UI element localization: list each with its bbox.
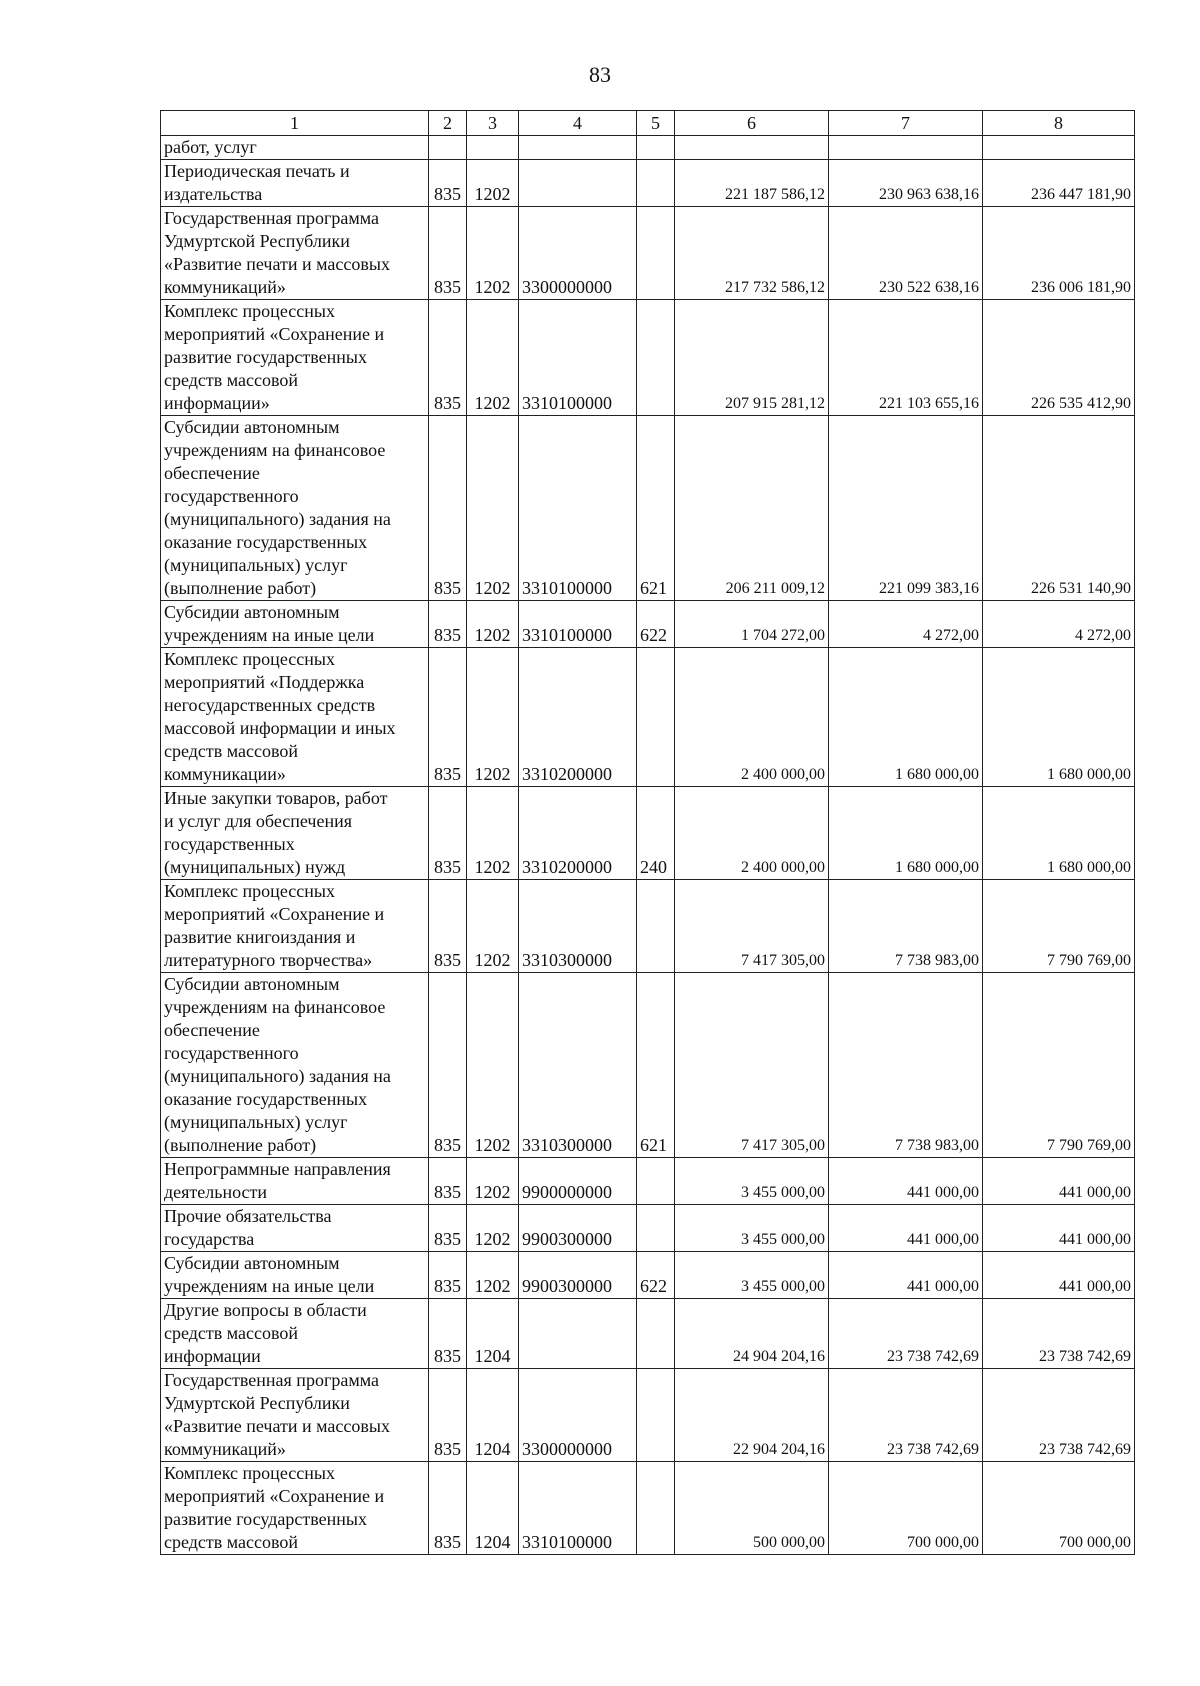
amount-col-8: 441 000,00	[983, 1158, 1135, 1205]
amount-col-6: 500 000,00	[675, 1462, 829, 1555]
table-row	[161, 207, 1135, 300]
column-header: 8	[983, 111, 1135, 136]
amount-col-7: 1 680 000,00	[829, 648, 983, 787]
column-header: 4	[519, 111, 637, 136]
ministry-code: 835	[429, 1369, 467, 1462]
section-code: 1202	[467, 601, 519, 648]
target-code: 3310100000	[519, 601, 637, 648]
amount-col-7: 441 000,00	[829, 1205, 983, 1252]
amount-col-7: 23 738 742,69	[829, 1369, 983, 1462]
row-description: работ, услуг	[161, 136, 429, 160]
section-code: 1202	[467, 1252, 519, 1299]
expense-type-code: 622	[637, 1252, 675, 1299]
expense-type-code	[637, 136, 675, 160]
table-row	[161, 416, 1135, 601]
ministry-code: 835	[429, 416, 467, 601]
page-number: 83	[589, 62, 611, 87]
amount-col-8: 1 680 000,00	[983, 787, 1135, 880]
section-code: 1202	[467, 160, 519, 207]
expense-type-code: 621	[637, 973, 675, 1158]
expense-type-code: 621	[637, 416, 675, 601]
amount-col-8: 236 447 181,90	[983, 160, 1135, 207]
target-code: 3310100000	[519, 416, 637, 601]
expense-type-code	[637, 648, 675, 787]
target-code: 3310100000	[519, 300, 637, 416]
expense-type-code	[637, 160, 675, 207]
amount-col-6: 217 732 586,12	[675, 207, 829, 300]
ministry-code: 835	[429, 1205, 467, 1252]
target-code: 9900000000	[519, 1158, 637, 1205]
row-description: Комплекс процессных мероприятий «Сохранение и развитие книгоиздания и литературного творчества»	[161, 880, 429, 973]
expense-type-code	[637, 300, 675, 416]
amount-col-7: 230 522 638,16	[829, 207, 983, 300]
table-row	[161, 1369, 1135, 1462]
expense-type-code	[637, 880, 675, 973]
section-code: 1204	[467, 1462, 519, 1555]
ministry-code: 835	[429, 1462, 467, 1555]
table-row	[161, 973, 1135, 1158]
expense-type-code	[637, 1158, 675, 1205]
ministry-code: 835	[429, 787, 467, 880]
ministry-code: 835	[429, 973, 467, 1158]
table-row	[161, 1158, 1135, 1205]
amount-col-8: 441 000,00	[983, 1205, 1135, 1252]
amount-col-6: 24 904 204,16	[675, 1299, 829, 1369]
ministry-code: 835	[429, 1158, 467, 1205]
ministry-code: 835	[429, 1252, 467, 1299]
amount-col-6: 2 400 000,00	[675, 787, 829, 880]
table-row	[161, 1462, 1135, 1555]
row-description: Прочие обязательства государства	[161, 1205, 429, 1252]
section-code: 1202	[467, 416, 519, 601]
amount-col-7: 221 103 655,16	[829, 300, 983, 416]
amount-col-7	[829, 136, 983, 160]
amount-col-6: 1 704 272,00	[675, 601, 829, 648]
column-header: 3	[467, 111, 519, 136]
section-code: 1202	[467, 207, 519, 300]
column-header: 7	[829, 111, 983, 136]
expense-type-code	[637, 1369, 675, 1462]
section-code: 1202	[467, 1158, 519, 1205]
row-description: Субсидии автономным учреждениям на иные цели	[161, 1252, 429, 1299]
amount-col-8: 700 000,00	[983, 1462, 1135, 1555]
ministry-code: 835	[429, 880, 467, 973]
table-row	[161, 1252, 1135, 1299]
expense-type-code	[637, 1205, 675, 1252]
amount-col-7: 23 738 742,69	[829, 1299, 983, 1369]
amount-col-8: 226 535 412,90	[983, 300, 1135, 416]
ministry-code	[429, 136, 467, 160]
column-header: 1	[161, 111, 429, 136]
table-row	[161, 160, 1135, 207]
amount-col-6: 207 915 281,12	[675, 300, 829, 416]
ministry-code: 835	[429, 648, 467, 787]
section-code: 1202	[467, 1205, 519, 1252]
header-row	[161, 111, 1135, 136]
amount-col-6: 7 417 305,00	[675, 973, 829, 1158]
amount-col-6: 22 904 204,16	[675, 1369, 829, 1462]
ministry-code: 835	[429, 160, 467, 207]
row-description: Государственная программа Удмуртской Республики «Развитие печати и массовых коммуникаций»	[161, 207, 429, 300]
expense-type-code	[637, 207, 675, 300]
row-description: Субсидии автономным учреждениям на иные цели	[161, 601, 429, 648]
amount-col-8: 4 272,00	[983, 601, 1135, 648]
target-code: 3310200000	[519, 648, 637, 787]
column-header: 5	[637, 111, 675, 136]
section-code: 1202	[467, 880, 519, 973]
section-code: 1202	[467, 648, 519, 787]
ministry-code: 835	[429, 207, 467, 300]
target-code: 3310300000	[519, 973, 637, 1158]
target-code	[519, 160, 637, 207]
ministry-code: 835	[429, 1299, 467, 1369]
amount-col-8: 7 790 769,00	[983, 880, 1135, 973]
row-description: Непрограммные направления деятельности	[161, 1158, 429, 1205]
target-code: 3300000000	[519, 207, 637, 300]
section-code	[467, 136, 519, 160]
amount-col-7: 4 272,00	[829, 601, 983, 648]
row-description: Другие вопросы в области средств массовой информации	[161, 1299, 429, 1369]
table-body	[161, 111, 1135, 1555]
ministry-code: 835	[429, 300, 467, 416]
table-row	[161, 300, 1135, 416]
amount-col-8: 1 680 000,00	[983, 648, 1135, 787]
target-code: 9900300000	[519, 1252, 637, 1299]
amount-col-8: 7 790 769,00	[983, 973, 1135, 1158]
amount-col-6	[675, 136, 829, 160]
amount-col-8: 441 000,00	[983, 1252, 1135, 1299]
row-description: Иные закупки товаров, работ и услуг для обеспечения государственных (муниципальных) нужд	[161, 787, 429, 880]
amount-col-6: 221 187 586,12	[675, 160, 829, 207]
table-row	[161, 787, 1135, 880]
amount-col-7: 1 680 000,00	[829, 787, 983, 880]
amount-col-7: 441 000,00	[829, 1252, 983, 1299]
section-code: 1202	[467, 787, 519, 880]
row-description: Комплекс процессных мероприятий «Поддержка негосударственных средств массовой информации и иных средств массовой коммуникации»	[161, 648, 429, 787]
row-description: Комплекс процессных мероприятий «Сохранение и развитие государственных средств массовой информации»	[161, 300, 429, 416]
row-description: Субсидии автономным учреждениям на финансовое обеспечение государственного (муниципального) задания на оказание государственных (муниципальных) услуг (выполнение работ)	[161, 973, 429, 1158]
table-row	[161, 601, 1135, 648]
amount-col-7: 221 099 383,16	[829, 416, 983, 601]
table-row	[161, 1205, 1135, 1252]
amount-col-8: 23 738 742,69	[983, 1299, 1135, 1369]
target-code	[519, 136, 637, 160]
expense-type-code: 622	[637, 601, 675, 648]
expense-type-code	[637, 1299, 675, 1369]
amount-col-8	[983, 136, 1135, 160]
row-description: Периодическая печать и издательства	[161, 160, 429, 207]
target-code: 3300000000	[519, 1369, 637, 1462]
amount-col-6: 7 417 305,00	[675, 880, 829, 973]
row-description: Субсидии автономным учреждениям на финансовое обеспечение государственного (муниципального) задания на оказание государственных (муниципальных) услуг (выполнение работ)	[161, 416, 429, 601]
amount-col-6: 2 400 000,00	[675, 648, 829, 787]
target-code	[519, 1299, 637, 1369]
amount-col-6: 3 455 000,00	[675, 1205, 829, 1252]
amount-col-7: 7 738 983,00	[829, 880, 983, 973]
table-row	[161, 648, 1135, 787]
target-code: 3310300000	[519, 880, 637, 973]
section-code: 1202	[467, 973, 519, 1158]
table-row	[161, 880, 1135, 973]
section-code: 1204	[467, 1369, 519, 1462]
expense-type-code: 240	[637, 787, 675, 880]
amount-col-8: 23 738 742,69	[983, 1369, 1135, 1462]
column-header: 6	[675, 111, 829, 136]
table-row	[161, 1299, 1135, 1369]
amount-col-8: 236 006 181,90	[983, 207, 1135, 300]
amount-col-7: 441 000,00	[829, 1158, 983, 1205]
row-description: Комплекс процессных мероприятий «Сохранение и развитие государственных средств массовой	[161, 1462, 429, 1555]
row-description: Государственная программа Удмуртской Республики «Развитие печати и массовых коммуникаций»	[161, 1369, 429, 1462]
section-code: 1204	[467, 1299, 519, 1369]
amount-col-7: 7 738 983,00	[829, 973, 983, 1158]
table-row	[161, 136, 1135, 160]
amount-col-7: 230 963 638,16	[829, 160, 983, 207]
amount-col-6: 3 455 000,00	[675, 1252, 829, 1299]
budget-table	[160, 110, 1135, 1555]
ministry-code: 835	[429, 601, 467, 648]
amount-col-6: 206 211 009,12	[675, 416, 829, 601]
amount-col-6: 3 455 000,00	[675, 1158, 829, 1205]
amount-col-8: 226 531 140,90	[983, 416, 1135, 601]
target-code: 3310100000	[519, 1462, 637, 1555]
target-code: 9900300000	[519, 1205, 637, 1252]
column-header: 2	[429, 111, 467, 136]
target-code: 3310200000	[519, 787, 637, 880]
section-code: 1202	[467, 300, 519, 416]
expense-type-code	[637, 1462, 675, 1555]
amount-col-7: 700 000,00	[829, 1462, 983, 1555]
